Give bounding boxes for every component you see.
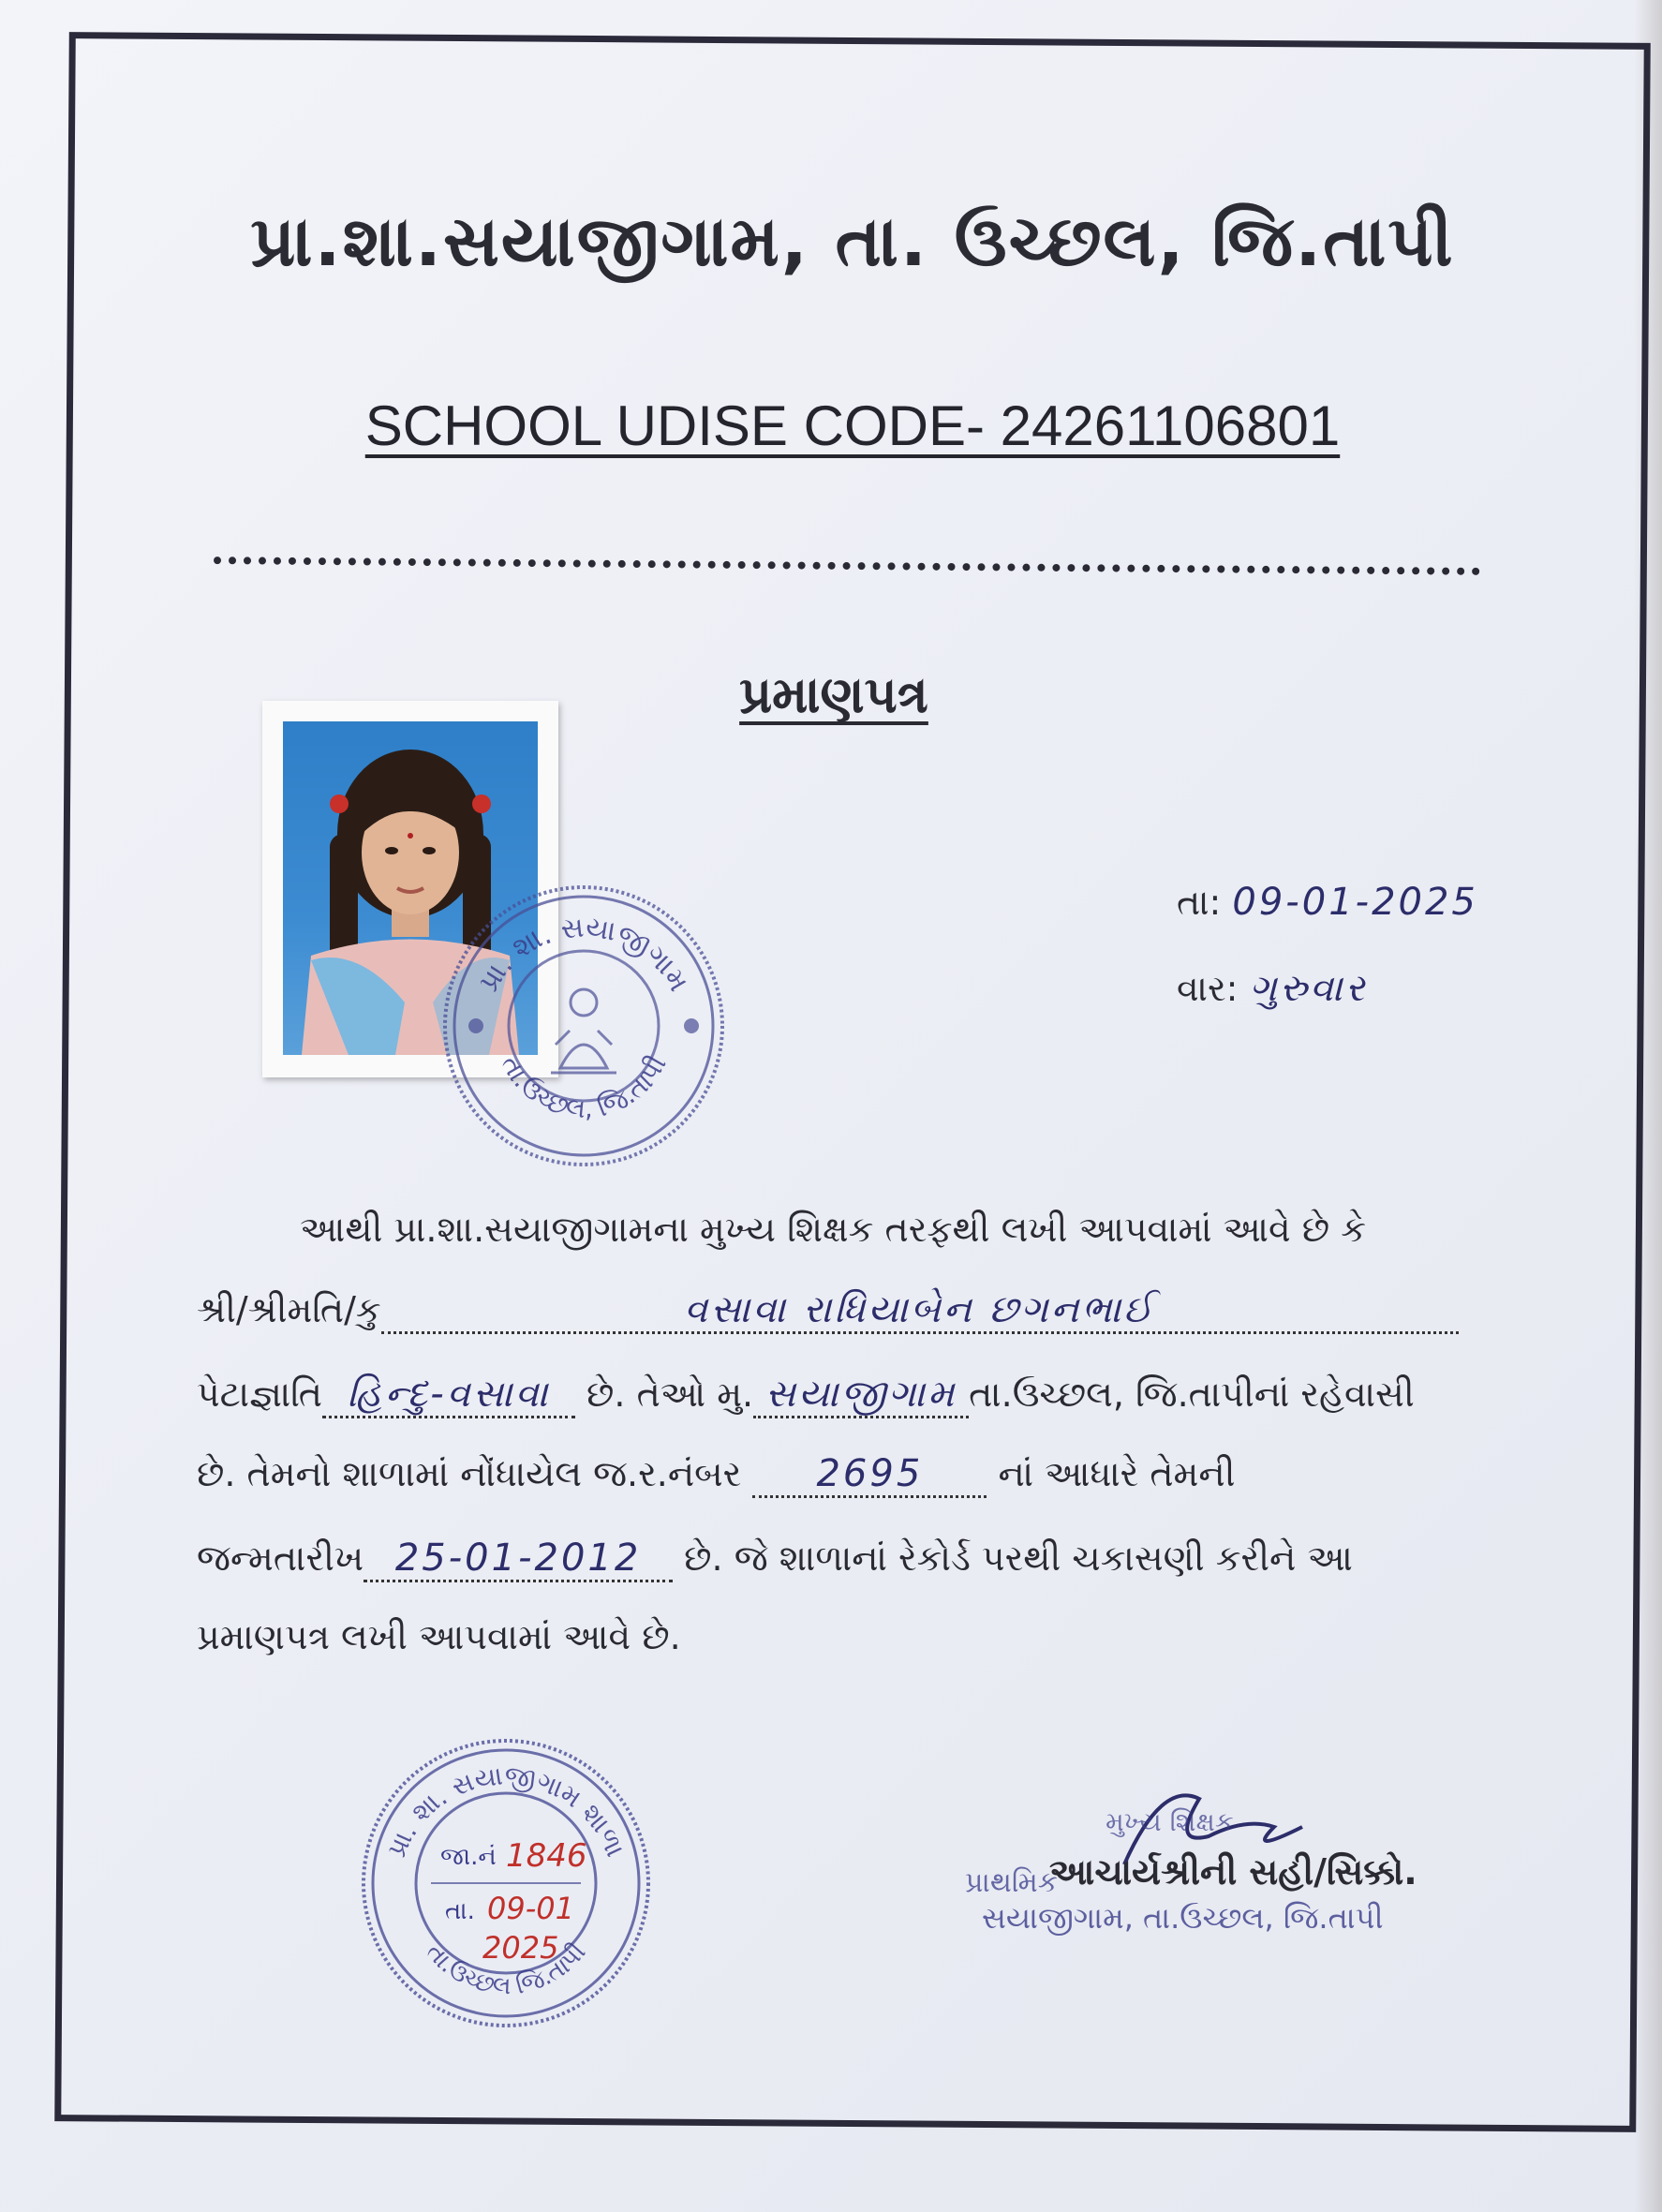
school-seal-bottom: [356, 1733, 656, 2033]
bottom-seal-no-value: 1846: [506, 1837, 587, 1875]
svg-text:તા.ઉચ્છલ, જિ.તાપી: [495, 1050, 673, 1124]
bottom-seal-ring-text: પ્રા. શા. સયાજીગામ શાળા: [380, 1759, 631, 1862]
bottom-seal-year-value: 2025: [482, 1930, 559, 1966]
day-label: વાર:: [1177, 968, 1239, 1009]
bottom-seal-illustration: [356, 1733, 656, 2033]
body-line-dob: [197, 1537, 1490, 1582]
seal-illustration: [438, 881, 729, 1171]
bottom-seal-no-label: જા.નં: [440, 1843, 497, 1871]
dob-value: 25-01-2012: [394, 1537, 642, 1580]
school-title: પ્રા.શા.સયાજીગામ, તા. ઉચ્છલ, જિ.તાપી: [250, 201, 1455, 282]
signature-stamp-line2: સયાજીગામ, તા.ઉચ્છલ, જિ.તાપી: [982, 1900, 1384, 1936]
body-line-caste: [197, 1373, 1490, 1418]
name-label: શ્રી/શ્રીમતિ/કુ: [197, 1289, 381, 1330]
day-value: ગુરુવાર: [1249, 967, 1368, 1010]
dob-after: છે. જે શાળાનાં રેકોર્ડ પરથી ચકાસણી કરીને આ: [684, 1537, 1353, 1579]
bottom-seal-date-value: 09-01: [487, 1891, 574, 1926]
body-line-closing: પ્રમાણપત્ર લખી આપવામાં આવે છે.: [197, 1616, 681, 1657]
dob-label: જન્મતારીખ: [197, 1537, 364, 1579]
udise-code: SCHOOL UDISE CODE- 24261106801: [364, 394, 1341, 457]
date-value: 09-01-2025: [1232, 881, 1478, 924]
register-value: 2695: [816, 1452, 924, 1495]
register-before: છે. તેમનો શાળામાં નોંધાયેલ જ.ર.નંબર: [197, 1453, 742, 1494]
seal-bottom-text: તા.ઉચ્છલ, જિ.તાપી: [495, 1049, 673, 1125]
body-line-register: [197, 1452, 1490, 1498]
signature-stamp-line0: મુખ્ય શિક્ષક: [1106, 1806, 1234, 1837]
signature-block: [965, 1761, 1490, 1949]
caste-after: છે. તેઓ મુ.: [586, 1373, 754, 1415]
body-line-intro: આથી પ્રા.શા.સયાજીગામના મુખ્ય શિક્ષક તરફથી લખી આપવામાં આવે છે કે: [300, 1209, 1367, 1250]
signature-title: આચાર્યશ્રીની સહી/સિક્કો.: [1049, 1851, 1417, 1893]
day-line: [1177, 967, 1367, 1010]
register-after: નાં આધારે તેમની: [998, 1453, 1236, 1494]
school-seal-photo: [438, 881, 729, 1171]
bottom-seal-ring-bottom: તા.ઉચ્છલ જિ.તાપી: [420, 1937, 592, 2001]
village-value: સયાજીગામ: [764, 1373, 957, 1416]
document-title: પ્રમાણપત્ર: [739, 665, 928, 724]
date-line: [1177, 881, 1478, 924]
body-line-name: [197, 1288, 1490, 1334]
signature-stamp-line1: પ્રાથમિક: [965, 1866, 1058, 1899]
bottom-seal-date-label: તા.: [445, 1897, 475, 1925]
caste-value: હિન્દુ-વસાવા: [347, 1373, 551, 1416]
seal-top-text: પ્રા. શા. સયાજીગામ: [472, 911, 695, 998]
caste-label: પેટાજ્ઞાતિ: [197, 1373, 322, 1415]
date-label: તા:: [1177, 882, 1222, 923]
name-value: વસાવા રાધિયાબેન છગનભાઈ: [684, 1288, 1156, 1331]
village-after: તા.ઉચ્છલ, જિ.તાપીનાં રહેવાસી: [969, 1373, 1415, 1415]
